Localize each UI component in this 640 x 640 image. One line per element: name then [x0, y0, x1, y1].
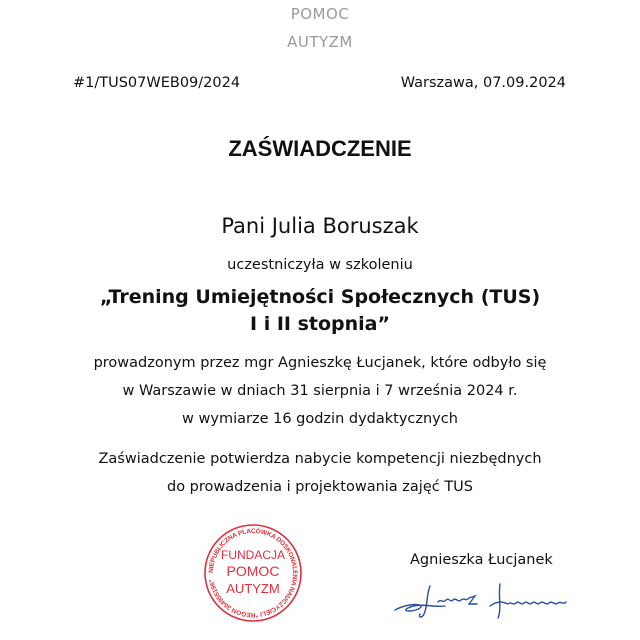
foundation-stamp	[203, 523, 303, 623]
participation-text: uczestniczyła w szkoleniu	[227, 257, 413, 273]
stamp-ring-text: NIEPUBLICZNA PLACÓWKA DOSKONALENIA NAUCZYCIELI "REGON 364955196"	[207, 527, 299, 619]
details-line: w wymiarze 16 godzin dydaktycznych	[182, 411, 458, 427]
logo-line-1: POMOC	[290, 5, 350, 23]
course-title-line-1: „Trening Umiejętności Społecznych (TUS)	[99, 286, 541, 308]
details-line: w Warszawie w dniach 31 sierpnia i 7 września 2024 r.	[122, 383, 518, 399]
signatory-name: Agnieszka Łucjanek	[410, 552, 553, 568]
stamp-line-3: AUTYZM	[226, 581, 280, 596]
logo-line-2: AUTYZM	[287, 33, 353, 51]
details-line: prowadzonym przez mgr Agnieszkę Łucjanek, które odbyło się	[93, 355, 547, 371]
place-date: Warszawa, 07.09.2024	[400, 75, 566, 91]
confirmation-line: do prowadzenia i projektowania zajęć TUS	[166, 479, 473, 495]
document-title: ZAŚWIADCZENIE	[228, 136, 412, 161]
stamp-line-1: FUNDACJA	[220, 548, 286, 562]
confirmation-line: Zaświadczenie potwierdza nabycie kompetencji niezbędnych	[98, 451, 542, 467]
stamp-line-2: POMOC	[226, 563, 280, 579]
reference-number: #1/TUS07WEB09/2024	[73, 75, 241, 91]
course-title-line-2: I i II stopnia”	[250, 313, 390, 335]
recipient-name: Pani Julia Boruszak	[221, 214, 419, 238]
handwritten-signature	[390, 578, 580, 623]
